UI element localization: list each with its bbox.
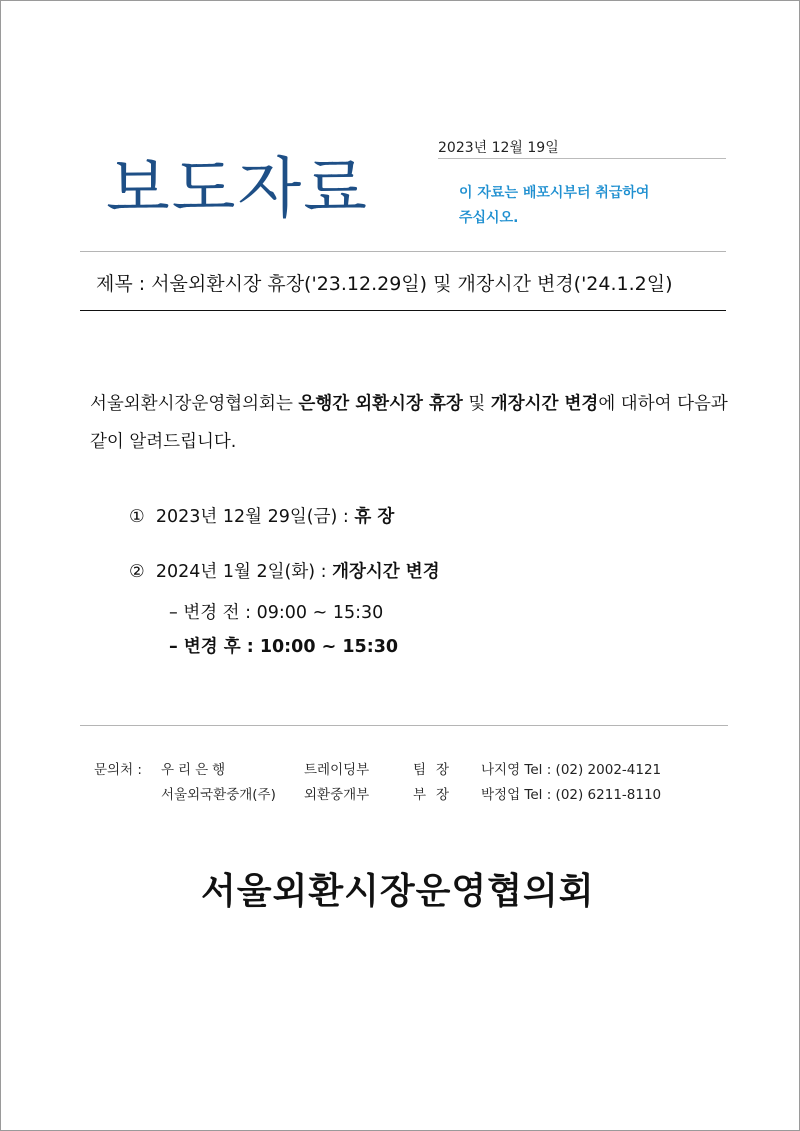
contact-org: 우리은행 xyxy=(161,762,230,778)
intro-text-1: 서울외환시장운영협의회는 xyxy=(90,394,299,414)
intro-bold-2: 개장시간 변경 xyxy=(490,394,599,414)
contact-divider xyxy=(80,725,728,726)
item-text: 2023년 12월 29일(금) : xyxy=(155,507,355,527)
date-divider xyxy=(438,158,726,159)
intro-paragraph xyxy=(90,385,730,461)
embargo-line-1: 이 자료는 배포시부터 취급하여 xyxy=(459,185,650,201)
contact-org: 서울외국환중개(주) xyxy=(161,787,276,803)
hours-after: – 변경 후 : 10:00 ~ 15:30 xyxy=(169,637,399,657)
item-text: 2024년 1월 2일(화) : xyxy=(155,562,333,582)
contact-role: 팀장 xyxy=(413,762,460,778)
intro-text-2: 및 xyxy=(462,394,491,414)
item-bold: 휴 장 xyxy=(354,507,395,527)
intro-bold-1: 은행간 외환시장 휴장 xyxy=(298,394,463,414)
item-marker: ② xyxy=(129,562,145,582)
header-divider xyxy=(80,251,726,252)
embargo-line-2: 주십시오. xyxy=(459,210,519,226)
embargo-notice xyxy=(459,181,699,231)
subject-line: 제목 : 서울외환시장 휴장('23.12.29일) 및 개장시간 변경('24.1.2일) xyxy=(96,273,673,295)
hours-before: – 변경 전 : 09:00 ~ 15:30 xyxy=(169,603,384,623)
contact-person: 나지영 Tel : (02) 2002-4121 xyxy=(481,762,662,778)
contact-dept: 외환중개부 xyxy=(304,787,370,803)
press-release-title: 보도자료 xyxy=(106,150,370,227)
contact-person: 박정업 Tel : (02) 6211-8110 xyxy=(481,787,662,803)
contact-label: 문의처 : xyxy=(94,762,142,778)
release-date: 2023년 12월 19일 xyxy=(438,140,559,156)
item-marker: ① xyxy=(129,507,145,527)
list-item-holiday xyxy=(129,503,394,528)
list-item-hours-change xyxy=(129,558,440,583)
intro-text-3: 에 대하여 다음과 같이 알려드립니다. xyxy=(90,394,728,452)
item-bold: 개장시간 변경 xyxy=(332,562,440,582)
subject-divider xyxy=(80,310,726,311)
contact-dept: 트레이딩부 xyxy=(304,762,370,778)
issuing-organization: 서울외환시장운영협의회 xyxy=(201,871,595,912)
contact-role: 부장 xyxy=(413,787,460,803)
